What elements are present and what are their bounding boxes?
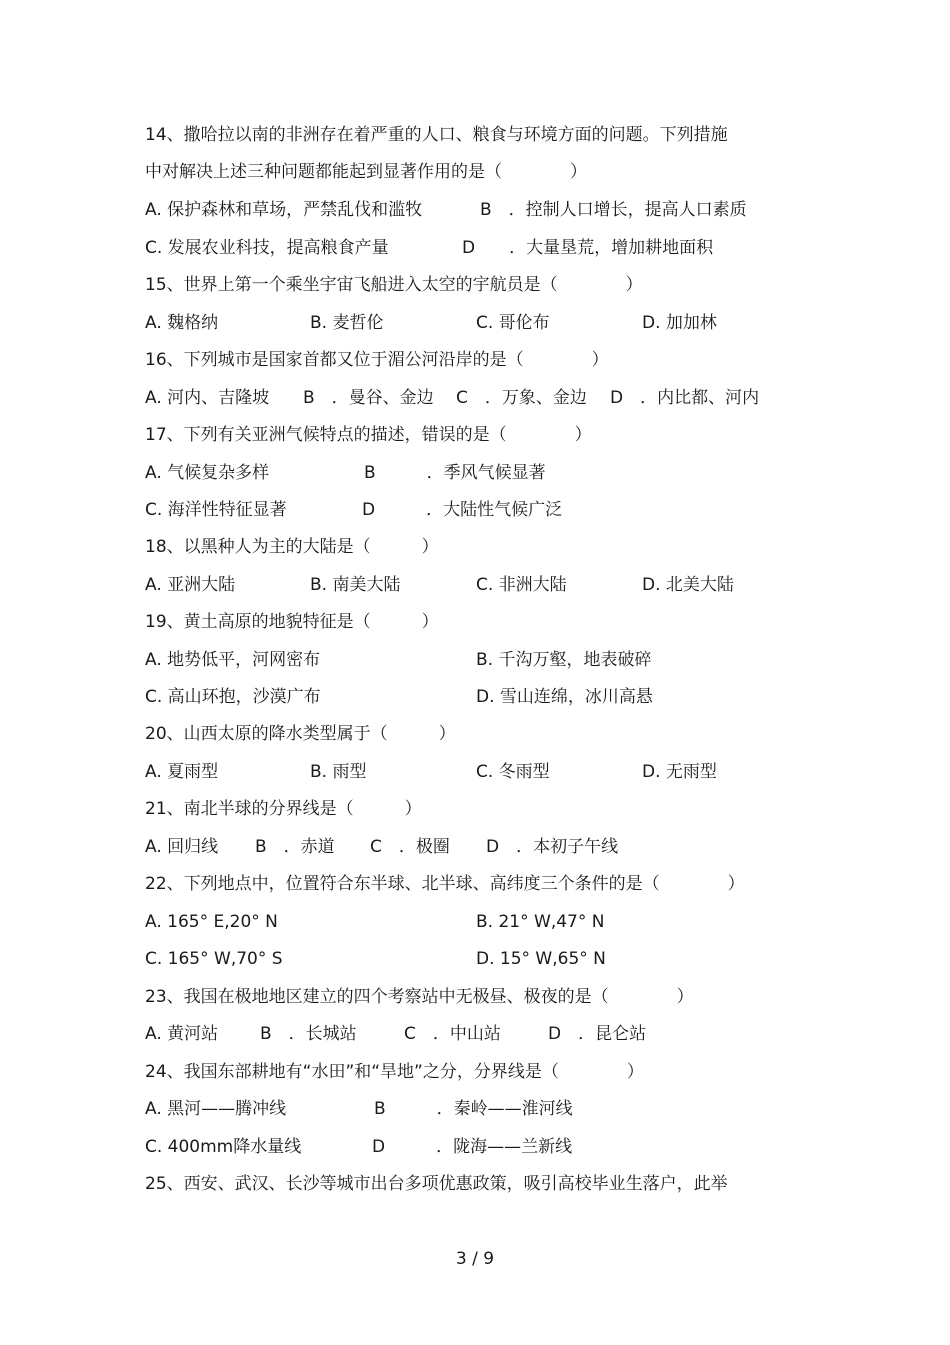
option-a: A. 魏格纳 <box>145 313 219 333</box>
option-a: A. 气候复杂多样 <box>145 463 270 483</box>
page-number: 3 / 9 <box>455 1249 495 1269</box>
option-c: C ．万象、金边 <box>456 388 587 408</box>
option-b: B. 麦哲伦 <box>310 313 384 333</box>
question-stem-line: 21、南北半球的分界线是（ ） <box>145 799 422 819</box>
question-stem-line: 23、我国在极地地区建立的四个考察站中无极昼、极夜的是（ ） <box>145 987 694 1007</box>
option-d: D ．昆仑站 <box>548 1024 647 1044</box>
option-a: A. 165° E,20° N <box>145 912 278 932</box>
option-c: C. 高山环抱，沙漠广布 <box>145 687 321 707</box>
question-stem-line: 18、以黑种人为主的大陆是（ ） <box>145 537 439 557</box>
option-a: A. 河内、吉隆坡 <box>145 388 270 408</box>
option-c: C. 165° W,70° S <box>145 949 283 969</box>
option-a: A. 黄河站 <box>145 1024 219 1044</box>
question-stem-line: 19、黄土高原的地貌特征是（ ） <box>145 612 439 632</box>
question-stem-line: 20、山西太原的降水类型属于（ ） <box>145 724 456 744</box>
question-stem-line: 中对解决上述三种问题都能起到显著作用的是（ ） <box>145 162 587 182</box>
question-stem-line: 16、下列城市是国家首都又位于湄公河沿岸的是（ ） <box>145 350 609 370</box>
option-c: C. 哥伦布 <box>476 313 550 333</box>
option-a: A. 地势低平，河网密布 <box>145 650 321 670</box>
option-b: B. 雨型 <box>310 762 367 782</box>
option-b: B ．长城站 <box>260 1024 357 1044</box>
option-b: B. 南美大陆 <box>310 575 401 595</box>
option-d: D. 北美大陆 <box>642 575 734 595</box>
option-a: A. 回归线 <box>145 837 219 857</box>
question-stem-line: 24、我国东部耕地有“水田”和“旱地”之分，分界线是（ ） <box>145 1062 644 1082</box>
option-a: A. 夏雨型 <box>145 762 219 782</box>
question-stem-line: 25、西安、武汉、长沙等城市出台多项优惠政策，吸引高校毕业生落户，此举 <box>145 1174 728 1194</box>
option-d: D. 15° W,65° N <box>476 949 606 969</box>
option-d: D ．陇海——兰新线 <box>372 1137 573 1157</box>
option-c: C. 海洋性特征显著 <box>145 500 287 520</box>
option-c: C. 冬雨型 <box>476 762 550 782</box>
option-a: A. 保护森林和草场，严禁乱伐和滥牧 <box>145 200 423 220</box>
option-b: B ．控制人口增长，提高人口素质 <box>480 200 747 220</box>
question-stem-line: 14、撒哈拉以南的非洲存在着严重的人口、粮食与环境方面的问题。下列措施 <box>145 125 728 145</box>
option-b: B ．曼谷、金边 <box>303 388 434 408</box>
option-d: D. 加加林 <box>642 313 717 333</box>
option-d: D ．本初子午线 <box>486 837 619 857</box>
option-b: B ．季风气候显著 <box>364 463 546 483</box>
option-a: A. 黑河——腾冲线 <box>145 1099 287 1119</box>
option-b: B ．秦岭——淮河线 <box>374 1099 573 1119</box>
option-b: B. 21° W,47° N <box>476 912 605 932</box>
option-c: C ．极圈 <box>370 837 450 857</box>
option-c: C ．中山站 <box>404 1024 501 1044</box>
question-stem-line: 17、下列有关亚洲气候特点的描述，错误的是（ ） <box>145 425 592 445</box>
option-c: C. 非洲大陆 <box>476 575 567 595</box>
question-stem-line: 22、下列地点中，位置符合东半球、北半球、高纬度三个条件的是（ ） <box>145 874 745 894</box>
option-b: B ．赤道 <box>255 837 335 857</box>
option-d: D ．内比都、河内 <box>610 388 760 408</box>
option-c: C. 400mm降水量线 <box>145 1137 302 1157</box>
option-d: D. 雪山连绵，冰川高悬 <box>476 687 653 707</box>
question-stem-line: 15、世界上第一个乘坐宇宙飞船进入太空的宇航员是（ ） <box>145 275 643 295</box>
option-d: D. 无雨型 <box>642 762 717 782</box>
option-b: B. 千沟万壑，地表破碎 <box>476 650 652 670</box>
option-a: A. 亚洲大陆 <box>145 575 236 595</box>
option-d: D ．大量垦荒，增加耕地面积 <box>462 238 714 258</box>
option-d: D ．大陆性气候广泛 <box>362 500 563 520</box>
option-c: C. 发展农业科技，提高粮食产量 <box>145 238 389 258</box>
